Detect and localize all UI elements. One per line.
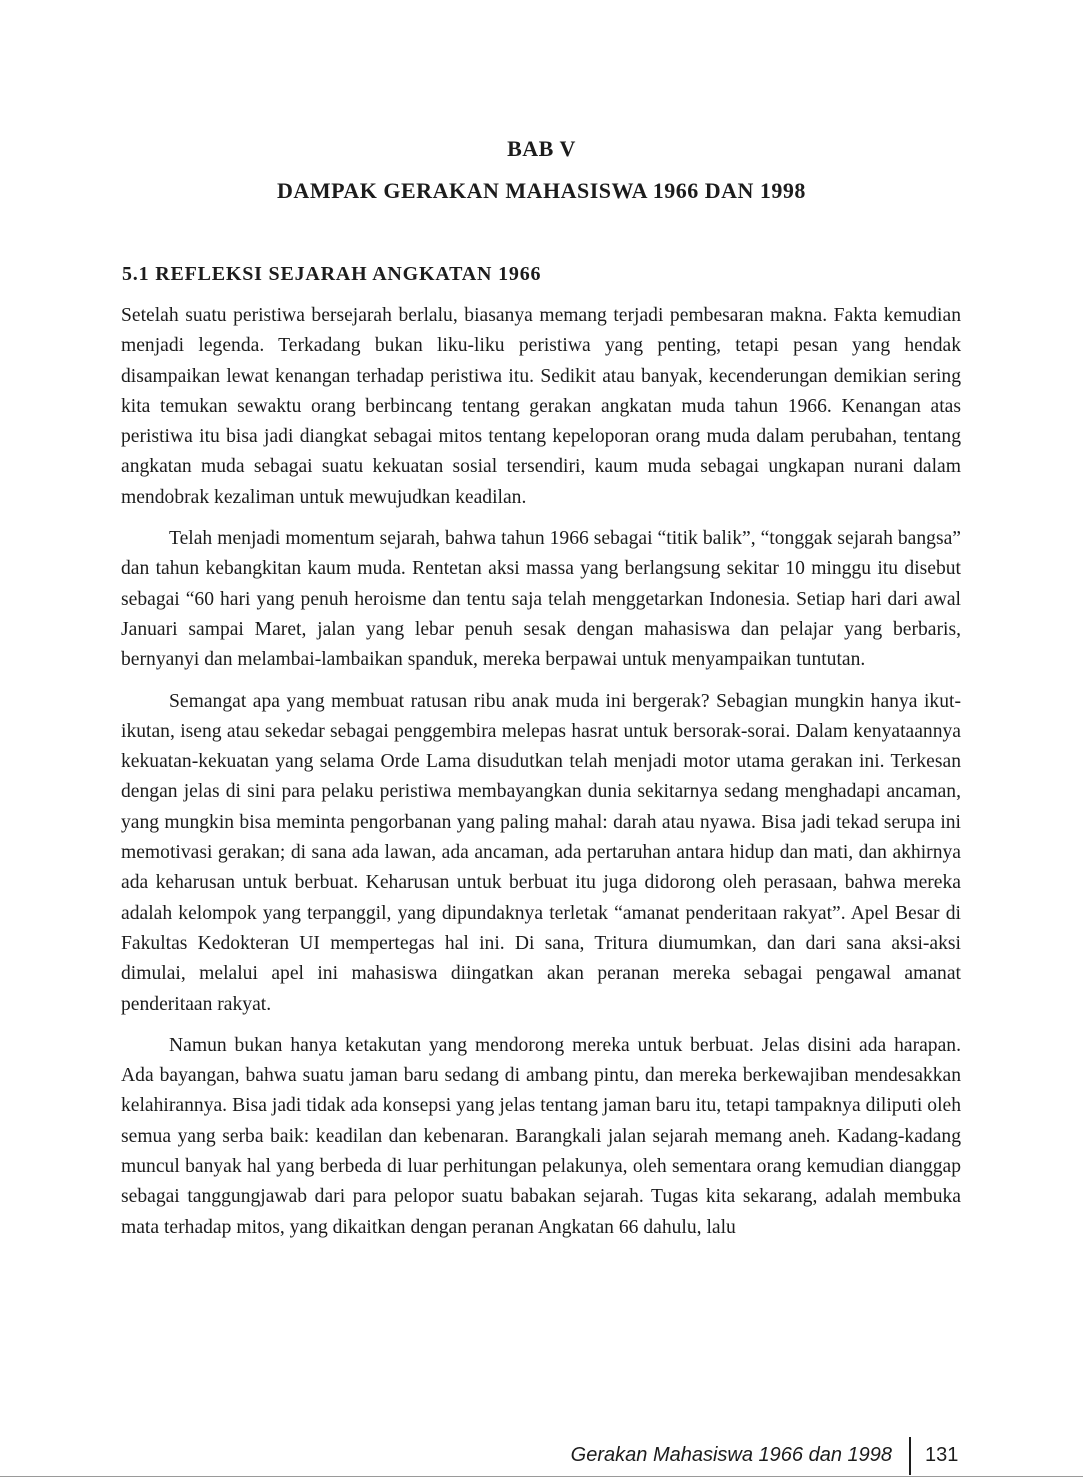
chapter-label: BAB V bbox=[507, 136, 576, 161]
bottom-rule bbox=[0, 1476, 1083, 1477]
paragraph: Telah menjadi momentum sejarah, bahwa tahun 1966 sebagai “titik balik”, “tonggak sejarah bangsa” dan tahun kebangkitan kaum muda. Rentetan aksi massa yang berlangsung sekitar 10 minggu itu disebut sebagai “60 hari yang penuh heroisme dan tentu saja telah menggetarkan Indonesia. Setiap hari dari awal Januari sampai Maret, jalan yang lebar penuh sesak dengan mahasiswa dan pelajar yang berbaris, bernyanyi dan melambai-lambaikan spanduk, mereka berpawai untuk menyampaikan tuntutan. bbox=[121, 528, 961, 671]
paragraph: Setelah suatu peristiwa bersejarah berlalu, biasanya memang terjadi pembesaran makna. Fakta kemudian menjadi legenda. Terkadang bukan liku-liku peristiwa yang penting, tetapi pesan yang hendak disampaikan lewat kenangan terhadap peristiwa itu. Sedikit atau banyak, kecenderungan demikian sering kita temukan sewaktu orang berbincang tentang gerakan angkatan muda tahun 1966. Kenangan atas peristiwa itu bisa jadi diangkat sebagai mitos tentang kepeloporan orang muda dalam perubahan, tentang angkatan muda sebagai suatu kekuatan sosial tersendiri, kaum muda sebagai ungkapan nurani dalam mendobrak kezaliman untuk mewujudkan keadilan. bbox=[121, 305, 961, 508]
paragraph: Namun bukan hanya ketakutan yang mendorong mereka untuk berbuat. Jelas disini ada harapan. Ada bayangan, bahwa suatu jaman baru sedang di ambang pintu, dan mereka berkewajiban mendesakkan kelahirannya. Bisa jadi tidak ada konsepsi yang jelas tentang jaman baru itu, tetapi tampaknya diliputi oleh semua yang serba baik: keadilan dan kebenaran. Barangkali jalan sejarah memang aneh. Kadang-kadang muncul banyak hal yang berbeda di luar perhitungan pelakunya, oleh sementara orang kemudian dianggap sebagai tanggungjawab dari para pelopor suatu babakan sejarah. Tugas kita sekarang, adalah membuka mata terhadap mitos, yang dikaitkan dengan peranan Angkatan 66 dahulu, lalu bbox=[121, 1034, 961, 1238]
footer-running-title: Gerakan Mahasiswa 1966 dan 1998 bbox=[570, 1444, 892, 1466]
chapter-title: DAMPAK GERAKAN MAHASISWA 1966 DAN 1998 bbox=[277, 178, 806, 203]
paragraph: Semangat apa yang membuat ratusan ribu anak muda ini bergerak? Sebagian mungkin hanya ikut-ikutan, iseng atau sekedar sebagai penggembira melepas hasrat untuk bersorak-sorai. Dalam kenyataannya kekuatan-kekuatan yang selama Orde Lama disudutkan telah menjadi motor utama gerakan ini. Terkesan dengan jelas di sini para pelaku peristiwa membayangkan dunia sekitarnya sedang menghadapi ancaman, yang mungkin bisa meminta pengorbanan yang paling mahal: darah atau nyawa. Bisa jadi tekad serupa ini memotivasi gerakan; di sana ada lawan, ada ancaman, ada pertaruhan antara hidup dan mati, dan akhirnya ada keharusan untuk berbuat. Keharusan untuk berbuat itu juga didorong oleh perasaan, bahwa mereka adalah kelompok yang terpanggil, yang dipundaknya terletak “amanat penderitaan rakyat”. Apel Besar di Fakultas Kedokteran UI mempertegas hal ini. Di sana, Tritura diumumkan, dan dari sana aksi-aksi dimulai, melalui apel ini mahasiswa diingatkan akan peranan mereka sebagai pengawal amanat penderitaan rakyat. bbox=[121, 690, 961, 1015]
page-number: 131 bbox=[925, 1444, 959, 1466]
body-text bbox=[121, 301, 961, 1254]
footer-divider bbox=[909, 1437, 911, 1475]
section-heading: 5.1 REFLEKSI SEJARAH ANGKATAN 1966 bbox=[122, 263, 542, 285]
